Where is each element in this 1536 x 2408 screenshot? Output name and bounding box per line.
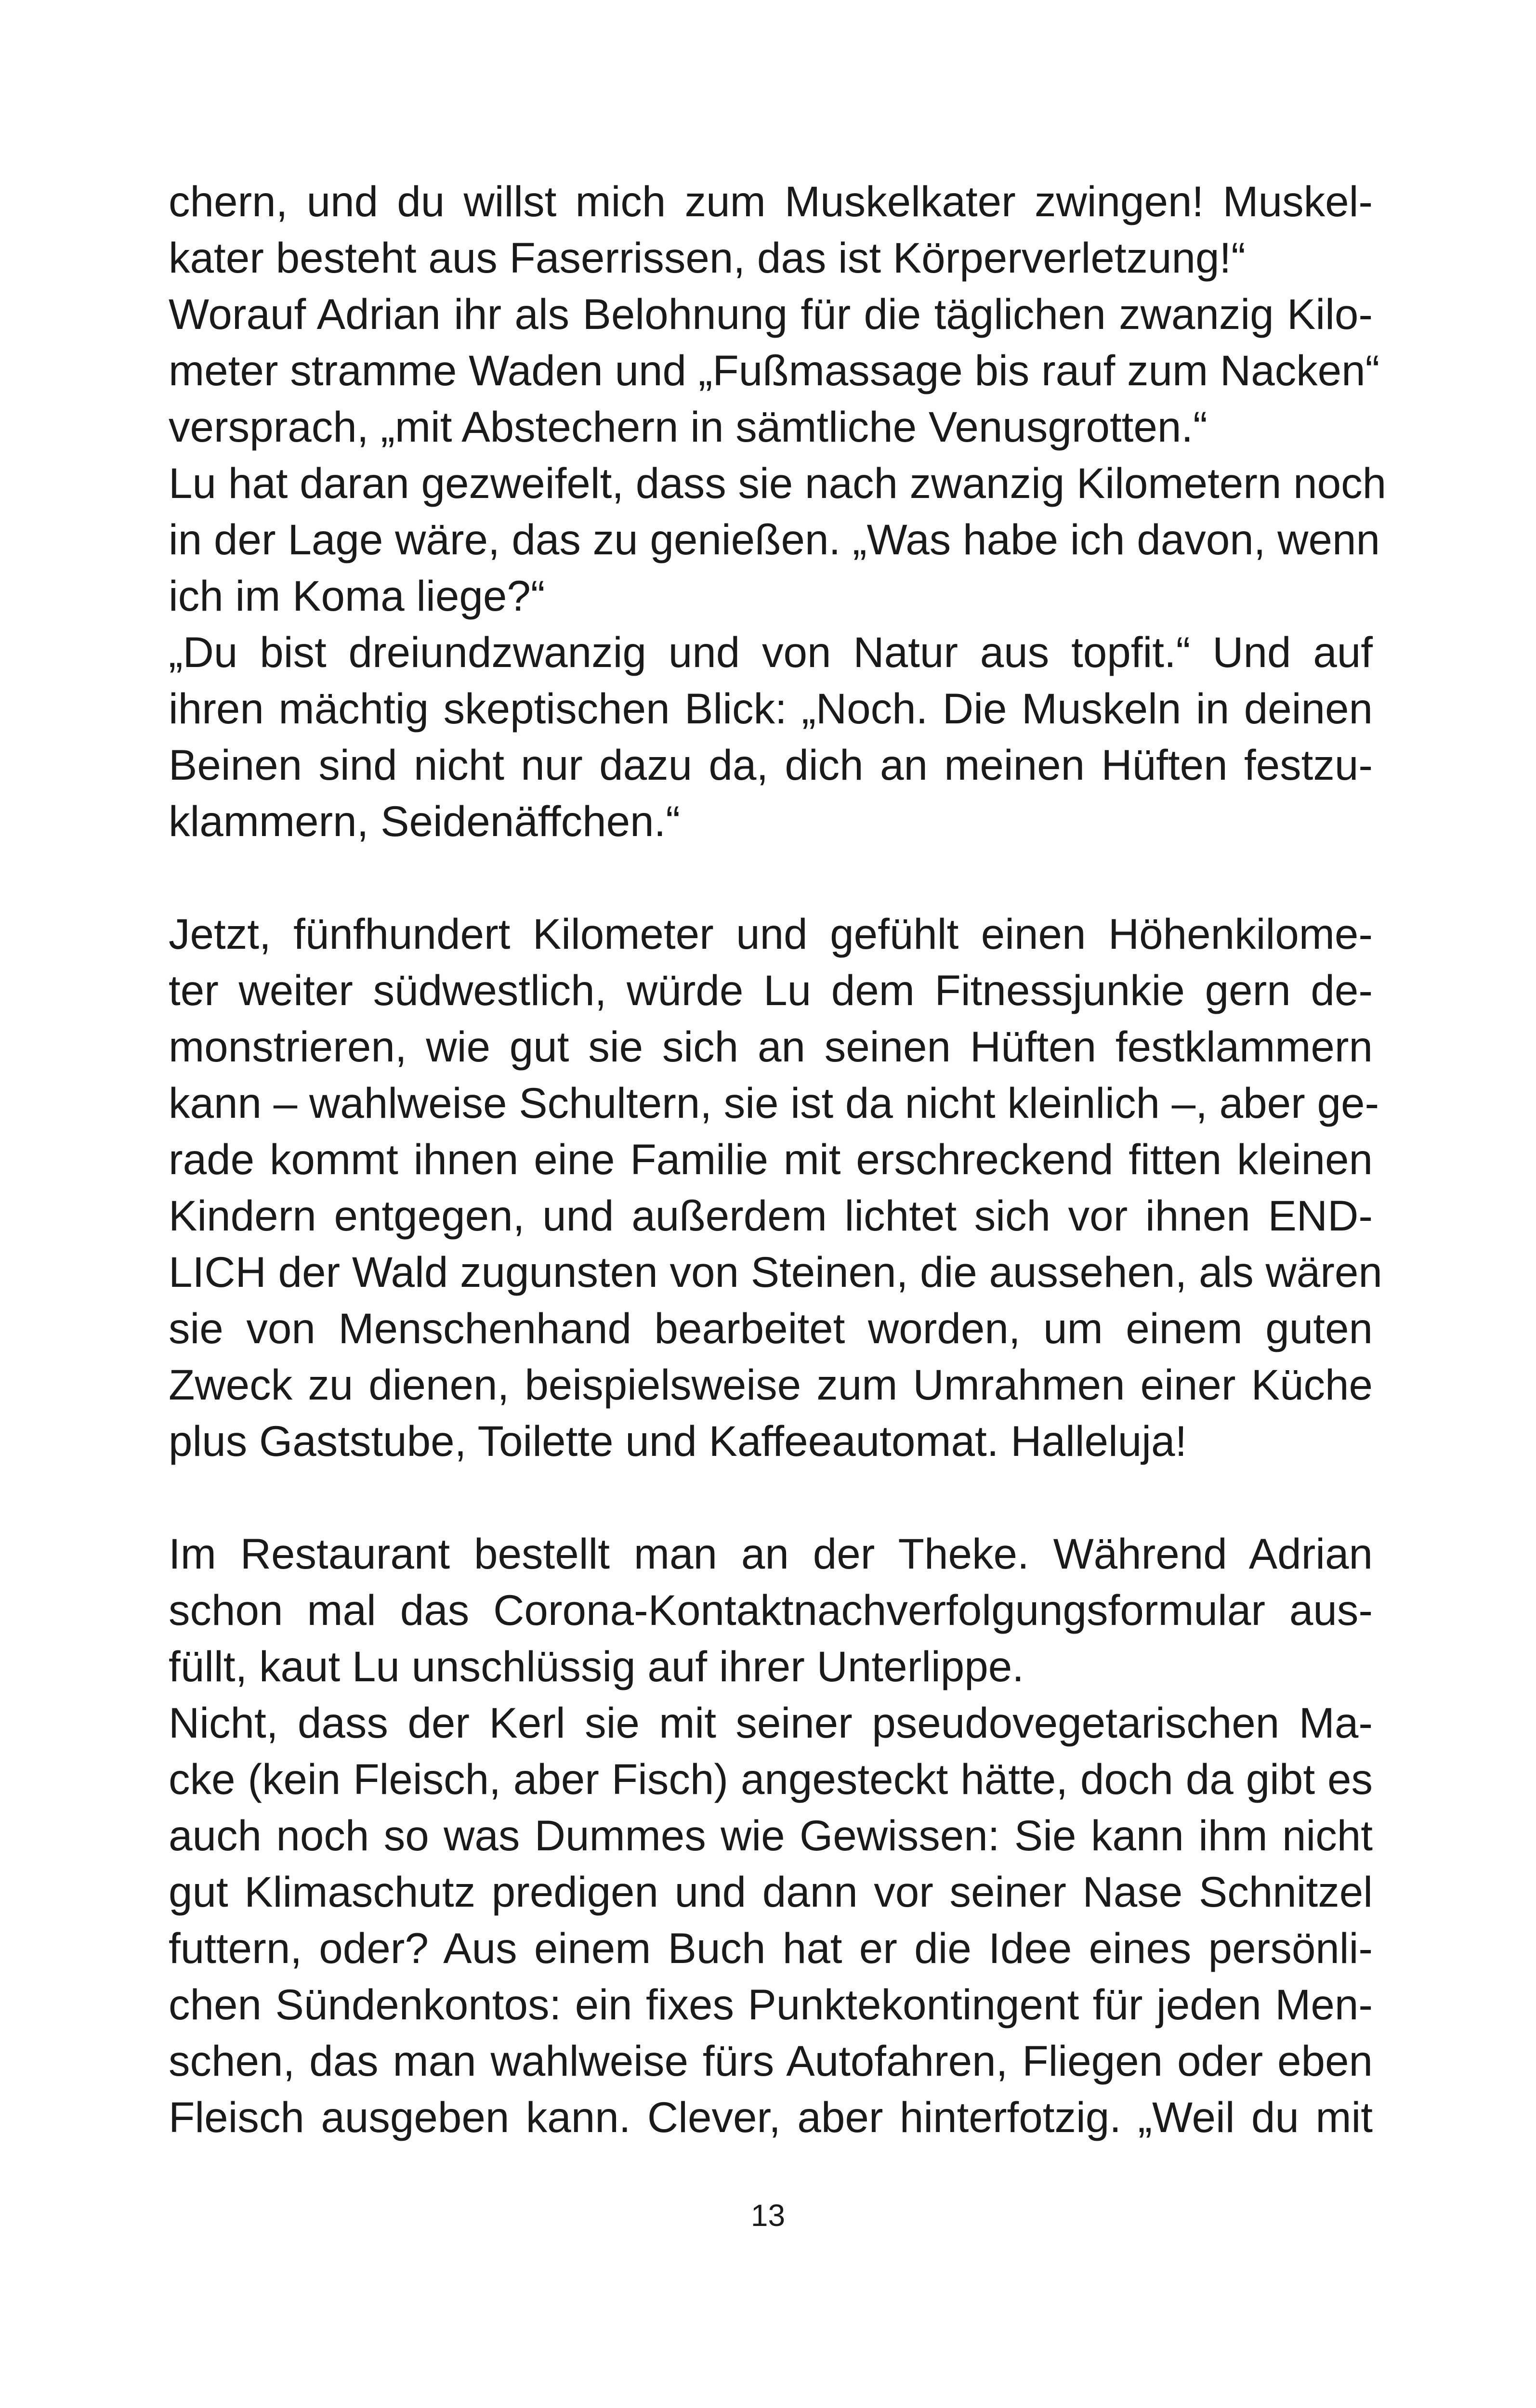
text-line: chern, und du willst mich zum Muskelkater zwingen! Muskel- — [169, 177, 1373, 225]
text-line: chen Sündenkontos: ein fixes Punktekontingent für jeden Men- — [169, 1980, 1373, 2028]
text-line: versprach, „mit Abstechern in sämtliche Venusgrotten.“ — [169, 403, 1208, 451]
text-line: füllt, kaut Lu unschlüssig auf ihrer Unterlippe. — [169, 1642, 1024, 1690]
text-line: Worauf Adrian ihr als Belohnung für die täglichen zwanzig Kilo- — [169, 290, 1373, 338]
text-line: cke (kein Fleisch, aber Fisch) angesteckt hätte, doch da gibt es — [169, 1755, 1373, 1803]
text-line: meter stramme Waden und „Fußmassage bis rauf zum Nacken“ — [169, 346, 1380, 394]
text-line: LICH der Wald zugunsten von Steinen, die aussehen, als wären — [169, 1248, 1382, 1296]
text-line: klammern, Seidenäffchen.“ — [169, 797, 680, 845]
text-line: ich im Koma liege?“ — [169, 572, 545, 620]
text-line: schen, das man wahlweise fürs Autofahren, Fliegen oder eben — [169, 2037, 1373, 2085]
text-line: monstrieren, wie gut sie sich an seinen Hüften festklammern — [169, 1022, 1373, 1071]
text-line: gut Klimaschutz predigen und dann vor seiner Nase Schnitzel — [169, 1868, 1373, 1916]
text-line: Lu hat daran gezweifelt, dass sie nach zwanzig Kilometern noch — [169, 459, 1387, 507]
text-line: Jetzt, fünfhundert Kilometer und gefühlt einen Höhenkilome- — [169, 910, 1373, 958]
text-line: Zweck zu dienen, beispielsweise zum Umrahmen einer Küche — [169, 1361, 1373, 1409]
text-line: plus Gaststube, Toilette und Kaffeeautomat. Halleluja! — [169, 1417, 1187, 1465]
paragraph-gap — [169, 1469, 1373, 1526]
text-line: „Du bist dreiundzwanzig und von Natur aus topfit.“ Und auf — [169, 628, 1373, 676]
text-line: kann – wahlweise Schultern, sie ist da nicht kleinlich –, aber ge- — [169, 1079, 1379, 1127]
text-line: sie von Menschenhand bearbeitet worden, um einem guten — [169, 1304, 1373, 1352]
text-line: Fleisch ausgeben kann. Clever, aber hinterfotzig. „Weil du mit — [169, 2093, 1373, 2141]
text-line: auch noch so was Dummes wie Gewissen: Sie kann ihm nicht — [169, 1811, 1373, 1859]
page-number: 13 — [750, 2198, 786, 2233]
body-text — [169, 173, 1387, 2146]
text-line: in der Lage wäre, das zu genießen. „Was habe ich davon, wenn — [169, 515, 1380, 563]
text-line: Beinen sind nicht nur dazu da, dich an meinen Hüften festzu- — [169, 741, 1373, 789]
text-line: kater besteht aus Faserrissen, das ist Körperverletzung!“ — [169, 234, 1246, 282]
text-line: Kindern entgegen, und außerdem lichtet sich vor ihnen END- — [169, 1191, 1373, 1240]
paragraph-gap — [169, 850, 1373, 906]
text-line: ihren mächtig skeptischen Blick: „Noch. Die Muskeln in deinen — [169, 684, 1373, 733]
text-line: rade kommt ihnen eine Familie mit erschreckend fitten kleinen — [169, 1135, 1373, 1183]
text-line: Im Restaurant bestellt man an der Theke. Während Adrian — [169, 1530, 1373, 1578]
text-line: ter weiter südwestlich, würde Lu dem Fitnessjunkie gern de- — [169, 966, 1373, 1014]
text-line: schon mal das Corona-Kontaktnachverfolgungsformular aus- — [169, 1586, 1373, 1634]
text-line: futtern, oder? Aus einem Buch hat er die Idee eines persönli- — [169, 1924, 1373, 1972]
text-line: Nicht, dass der Kerl sie mit seiner pseudovegetarischen Ma- — [169, 1699, 1373, 1747]
